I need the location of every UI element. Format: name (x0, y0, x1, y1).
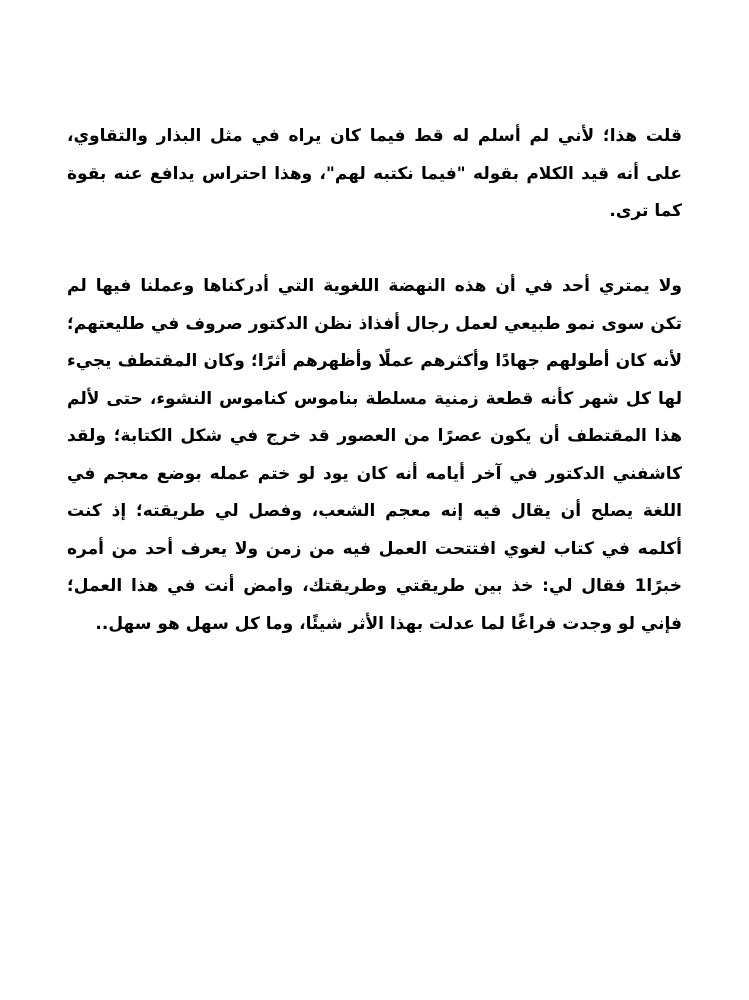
paragraph-1: قلت هذا؛ لأني لم أسلم له قط فيما كان يراه في مثل البذار والتقاوي، على أنه قيد الكلام بقوله "فيما نكتبه لهم"، وهذا احتراس يدافع عنه بقوة كما ترى. (67, 126, 682, 221)
paragraph-block-2 (67, 268, 682, 643)
paragraph-2: ولا يمتري أحد في أن هذه النهضة اللغوية التي أدركناها وعملنا فيها لم تكن سوى نمو طبيعي لعمل رجال أفذاذ نظن الدكتور صروف في طليعتهم؛ لأنه كان أطولهم جهادًا وأكثرهم عملًا وأظهرهم أثرًا؛ وكان المقتطف يجيء لها كل شهر كأنه قطعة زمنية مسلطة بناموس كناموس النشوء، حتى لألم هذا المقتطف أن يكون عصرًا من العصور قد خرج في شكل الكتابة؛ ولقد كاشفني الدكتور في آخر أيامه أنه كان يود لو ختم عمله بوضع معجم في اللغة يصلح أن يقال فيه إنه معجم الشعب، وفصل لي طريقته؛ إذ كنت أكلمه في كتاب لغوي افتتحت العمل فيه من زمن ولا يعرف أحد من أمره خبرًا1 فقال لي: خذ بين طريقتي وطريقتك، وامض أنت في هذا العمل؛ فإني لو وجدت فراغًا لما عدلت بهذا الأثر شيئًا، وما كل سهل هو سهل.. (67, 276, 682, 634)
paragraph-block-1 (67, 118, 682, 231)
